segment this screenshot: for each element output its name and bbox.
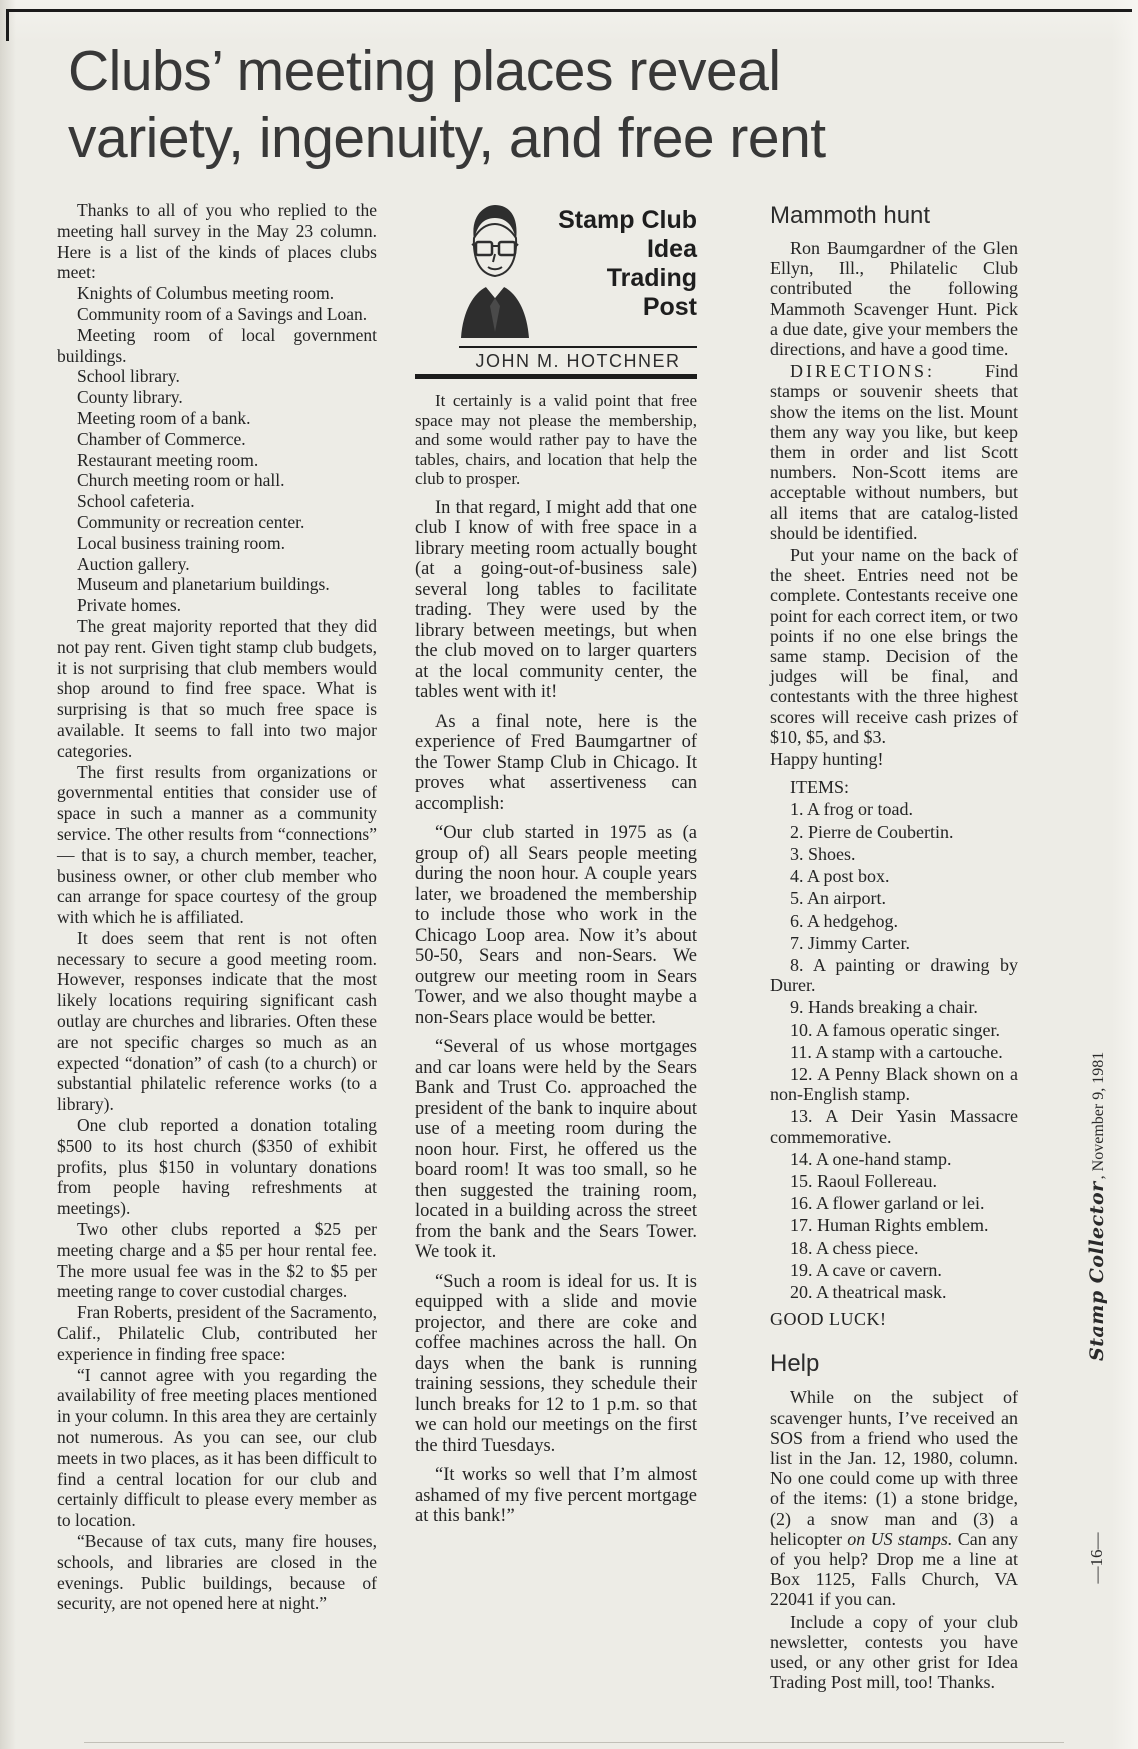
paragraph: School library.	[77, 366, 180, 387]
scavenger-item: 15. Raoul Follereau.	[790, 1170, 937, 1191]
paragraph: “Such a room is ideal for us. It is equipped with a slide and movie projector, and there are coke and coffee machines across the hall. On days when the bank is running training sessions, they schedule their lunch breaks for 12 to 1 p.m. so that we can hold our meetings on the first the third Tuesdays.	[415, 1271, 697, 1456]
scavenger-item: 13. A Deir Yasin Massacre commemorative.	[770, 1106, 1018, 1147]
scavenger-item: 12. A Penny Black shown on a non-English stamp.	[770, 1063, 1018, 1105]
help-text-italic: on US stamps.	[847, 1528, 953, 1549]
directions-paragraph	[770, 361, 1018, 543]
paragraph: Church meeting room or hall.	[77, 470, 285, 491]
scavenger-item: 11. A stamp with a cartouche.	[790, 1041, 1003, 1062]
paragraph: County library.	[77, 387, 183, 408]
column-title-line: Trading	[606, 264, 697, 292]
paragraph: Two other clubs reported a $25 per meeting charge and a $5 per hour rental fee. The more usual fee was in the $2 to $5 per meeting range to cover custodial charges.	[57, 1219, 377, 1302]
help-paragraph	[770, 1387, 1018, 1609]
paragraph: Meeting room of a bank.	[77, 407, 251, 428]
scavenger-item: 18. A chess piece.	[790, 1237, 919, 1258]
paragraph: Community or recreation center.	[77, 511, 305, 532]
scavenger-item: 5. An airport.	[790, 888, 886, 909]
byline-rule-block	[415, 346, 697, 380]
paragraph: “I cannot agree with you regarding the availability of free meeting places mentioned in your column. In this area they are certainly not numerous. As you can see, our club meets in two places, as it has been difficult to find a central location for our club and certainly difficult to please every member as to location.	[57, 1364, 377, 1531]
paragraph: Museum and planetarium buildings.	[77, 574, 330, 595]
article-headline	[68, 38, 968, 172]
scavenger-item: 3. Shoes.	[790, 843, 856, 864]
paragraph: School cafeteria.	[77, 491, 195, 512]
middle-column-body	[415, 498, 697, 1527]
paragraph: Local business training room.	[77, 532, 286, 553]
paragraph: The great majority reported that they did not pay rent. Given tight stamp club budgets, it is not surprising that club members would shop around to find free space. What is surprising is that so much free space is available. It seems to fall into two major categories.	[57, 615, 377, 761]
paragraph: Knights of Columbus meeting room.	[77, 283, 335, 304]
publication-date: , November 9, 1981	[1090, 1051, 1107, 1180]
bottom-edge-rule	[84, 1742, 1064, 1743]
scavenger-item: 14. A one-hand stamp.	[790, 1148, 952, 1169]
publication-credit-vertical	[1086, 1051, 1108, 1361]
paragraph: It certainly is a valid point that free space may not please the membership, and some would rather pay to have the tables, chairs, and location that help the club to prosper.	[415, 391, 697, 488]
middle-column	[415, 200, 697, 1536]
column-masthead	[415, 200, 697, 344]
paragraph: As a final note, here is the experience of Fred Baumgartner of the Tower Stamp Club in Chicago. It proves what assertiveness can accomplish:	[415, 711, 697, 814]
section-heading-help: Help	[770, 1350, 820, 1378]
paragraph: “It works so well that I’m almost ashamed of my five percent mortgage at this bank!”	[415, 1465, 697, 1526]
paragraph: Ron Baumgardner of the Glen Ellyn, Ill., Philatelic Club contributed the following Mammoth Scavenger Hunt. Pick a due date, give your members the directions, and have a good time.	[770, 238, 1018, 360]
scavenger-item: 10. A famous operatic singer.	[790, 1019, 1000, 1040]
publication-name: Stamp Collector	[1086, 1181, 1108, 1361]
directions-label: DIRECTIONS:	[790, 361, 935, 382]
help-text: While on the subject of scavenger hunts, I’ve received an SOS from a friend who used the list in the Jan. 12, 1980, column. No one could come up with three of the items: (1) a stone bridge, (2) a snow man and (3) a helicopter	[770, 1387, 1018, 1549]
paragraph: Thanks to all of you who replied to the meeting hall survey in the May 23 column. Here is a list of the kinds of places clubs meet:	[57, 200, 377, 283]
paragraph: Put your name on the back of the sheet. Entries need not be complete. Contestants receive one point for each correct item, or two points if no one else brings the same stamp. Decision of the judges will be final, and contestants with the three highest scores will receive cash prizes of $10, $5, and $3.	[770, 545, 1018, 747]
paragraph: The first results from organizations or governmental entities that consider use of space in such a manner as a community service. The other results from “connections” — that is to say, a church member, teacher, business owner, or other club member who can arrange for space courtesy of the group with which he is affiliated.	[57, 761, 377, 928]
paragraph: “Our club started in 1975 as (a group of) all Sears people meeting during the noon hour. A couple years later, we broadened the membership to include those who work in the Chicago Loop area. Now it’s about 50-50, Sears and non-Sears. We outgrew our meeting room in Sears Tower, and we also thought maybe a non-Sears place would be better.	[415, 823, 697, 1028]
page-number: —16—	[1087, 1532, 1106, 1584]
scavenger-item: 20. A theatrical mask.	[790, 1281, 947, 1302]
scavenger-item: 1. A frog or toad.	[790, 799, 913, 820]
help-text: Can any of you help? Drop me a line at Box 1125, Falls Church, VA 22041 if you can.	[770, 1528, 1019, 1610]
scavenger-item: 8. A painting or drawing by Durer.	[770, 954, 1018, 996]
left-column	[57, 200, 377, 1614]
scavenger-item: 16. A flower garland or lei.	[790, 1193, 985, 1214]
paragraph: In that regard, I might add that one club I know of with free space in a library meeting room actually bought (at a going-out-of-business sale) several long tables to facilitate trading. They were used by the library between meetings, but when the club moved on to larger quarters at the local community center, the tables went with it!	[415, 497, 697, 702]
headline-line-2: variety, ingenuity, and free rent	[68, 106, 826, 170]
column-title-line: Stamp Club	[558, 206, 697, 234]
top-border-tick	[6, 9, 9, 41]
paragraph: Meeting room of local government buildings.	[57, 324, 377, 366]
items-label: ITEMS:	[790, 777, 850, 798]
scavenger-item: 17. Human Rights emblem.	[790, 1215, 989, 1236]
paragraph: It does seem that rent is not often necessary to secure a good meeting room. However, responses indicate that the most likely locations requiring significant cash outlay are churches and libraries. Often these are not specific charges so much as an expected “donation” of cash (to a church) or substantial philatelic reference works (to a library).	[57, 927, 377, 1115]
top-border-rule	[6, 9, 1132, 12]
paragraph: One club reported a donation totaling $500 to its host church ($350 of exhibit profits, plus $150 in voluntary donations from people having refreshments at meetings).	[57, 1115, 377, 1219]
paragraph: Community room of a Savings and Loan.	[77, 303, 368, 324]
paragraph: Chamber of Commerce.	[77, 428, 246, 449]
column-title-line: Idea	[646, 235, 697, 263]
right-column	[770, 203, 1018, 1694]
paragraph: Fran Roberts, president of the Sacramento, Calif., Philatelic Club, contributed her experience in finding free space:	[57, 1302, 377, 1364]
directions-text: Find stamps or souvenir sheets that show the items on the list. Mount them any way you like, but keep them in order and list Scott numbers. Non-Scott items are acceptable without numbers, but all items that are catalog-listed should be identified.	[770, 361, 1018, 543]
scavenger-item: 4. A post box.	[790, 866, 890, 887]
scavenger-item: 2. Pierre de Coubertin.	[790, 821, 954, 842]
headline-line-1: Clubs’ meeting places reveal	[68, 39, 781, 103]
scavenger-item: 6. A hedgehog.	[790, 910, 898, 931]
scavenger-item-list	[770, 799, 1018, 1302]
paragraph: “Several of us whose mortgages and car loans were held by the Sears Bank and Trust Co. approached the president of the bank to inquire about use of a meeting room during the noon hour. First, he offered us the board room! It was too small, so he then suggested the training room, located in a building across the street from the bank and the Sears Tower. We took it.	[415, 1037, 697, 1262]
column-title-line: Post	[642, 293, 697, 321]
columnist-portrait-icon	[449, 200, 543, 344]
good-luck-line: GOOD LUCK!	[770, 1309, 887, 1330]
happy-hunting-line: Happy hunting!	[770, 749, 884, 770]
scavenger-item: 7. Jimmy Carter.	[790, 932, 910, 953]
byline: JOHN M. HOTCHNER	[459, 346, 697, 373]
paragraph: Restaurant meeting room.	[77, 449, 259, 470]
paragraph: Include a copy of your club newsletter, contests you have used, or any other grist for Idea Trading Post mill, too! Thanks.	[770, 1611, 1018, 1693]
paragraph: Private homes.	[77, 595, 182, 616]
column-title	[543, 200, 697, 322]
paragraph: “Because of tax cuts, many fire houses, schools, and libraries are closed in the evenings. Public buildings, because of security, are not opened here at night.”	[57, 1531, 377, 1614]
paragraph: Auction gallery.	[77, 553, 190, 574]
scavenger-item: 19. A cave or cavern.	[790, 1259, 942, 1280]
scavenger-item: 9. Hands breaking a chair.	[790, 997, 978, 1018]
section-heading-mammoth-hunt: Mammoth hunt	[770, 202, 931, 229]
